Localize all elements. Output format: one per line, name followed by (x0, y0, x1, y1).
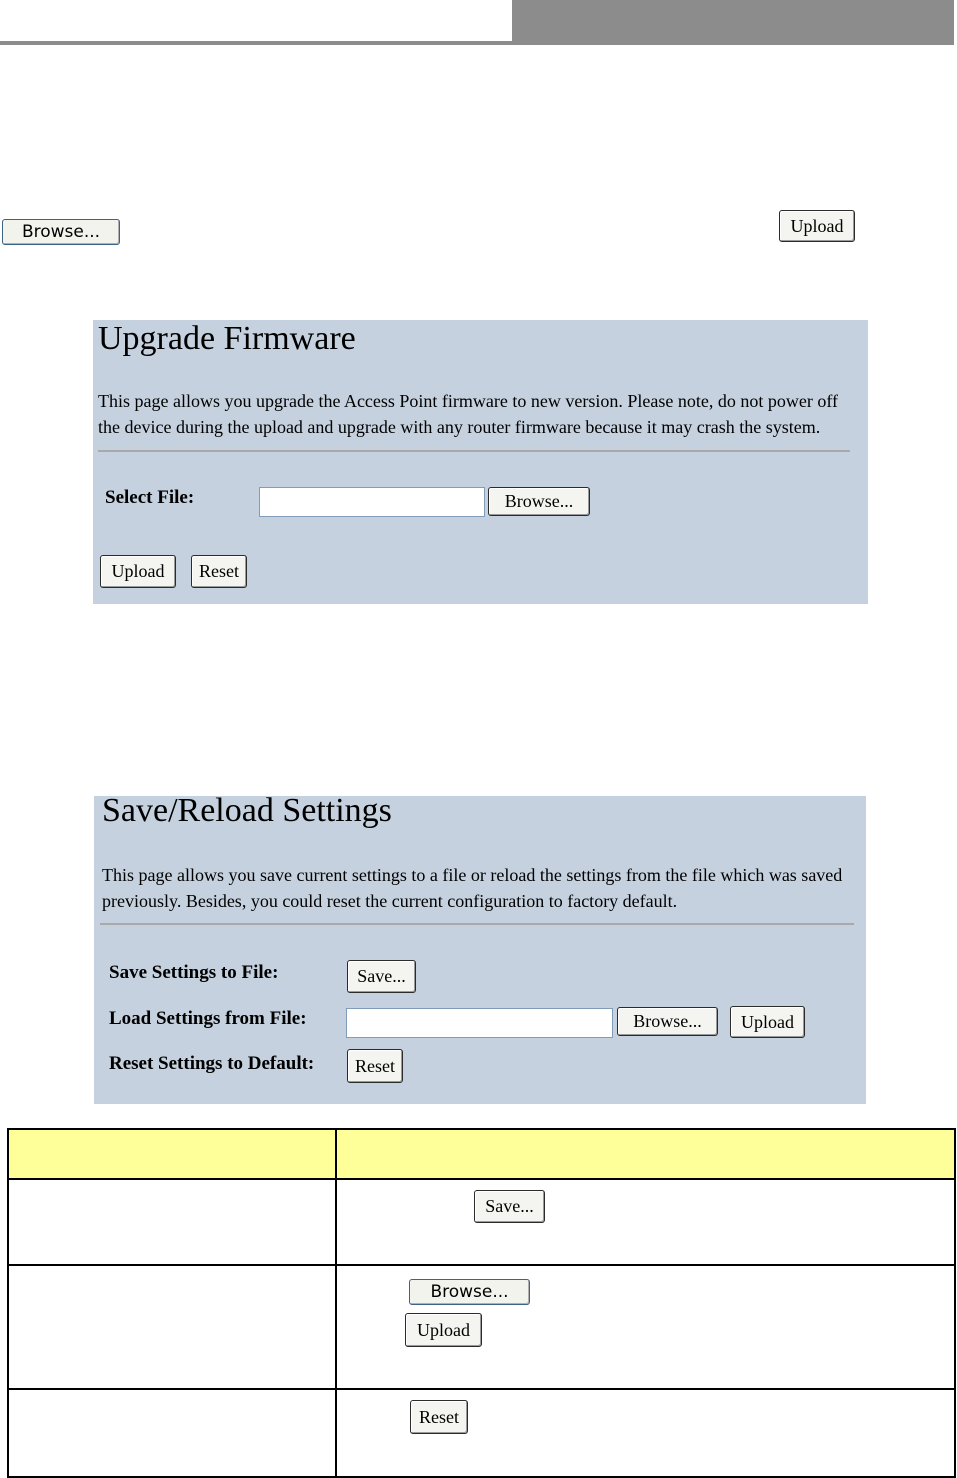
table-row (7, 1178, 337, 1266)
table-upload-button[interactable]: Upload (405, 1313, 482, 1347)
save-reload-description: This page allows you save current settings to a file or reload the settings from the file which was saved previously. Besides, you could reset the current configuration to factory default. (102, 865, 843, 911)
firmware-upload-button[interactable]: Upload (100, 555, 176, 588)
settings-file-input[interactable] (346, 1008, 613, 1038)
table-row (335, 1178, 956, 1266)
header-bar (512, 0, 954, 45)
upgrade-firmware-description: This page allows you upgrade the Access Point firmware to new version. Please note, do not power off the device during the upload and upgrade with any router firmware because it may crash the system. (98, 391, 838, 437)
firmware-file-input[interactable] (259, 487, 485, 517)
firmware-browse-button[interactable]: Browse... (488, 487, 590, 516)
table-row (335, 1388, 956, 1478)
firmware-reset-button[interactable]: Reset (191, 555, 247, 588)
header-rule (0, 41, 512, 45)
select-file-label: Select File: (105, 487, 195, 508)
upload-button[interactable]: Upload (779, 210, 855, 242)
table-row (335, 1264, 956, 1390)
save-reload-panel (94, 792, 866, 1104)
settings-upload-button[interactable]: Upload (730, 1006, 805, 1038)
divider (100, 923, 854, 925)
settings-browse-button[interactable]: Browse... (617, 1007, 718, 1036)
table-reset-button[interactable]: Reset (410, 1400, 468, 1434)
save-settings-button[interactable]: Save... (347, 960, 416, 993)
table-header-cell (7, 1128, 337, 1180)
save-reload-title: Save/Reload Settings (102, 792, 392, 829)
upgrade-firmware-panel (93, 320, 868, 604)
reset-settings-label: Reset Settings to Default: (109, 1053, 315, 1074)
upgrade-firmware-title: Upgrade Firmware (98, 320, 356, 357)
reset-settings-button[interactable]: Reset (347, 1049, 403, 1083)
load-settings-label: Load Settings from File: (109, 1008, 307, 1029)
table-header-cell (335, 1128, 956, 1180)
table-browse-button[interactable]: Browse... (409, 1279, 530, 1305)
save-settings-label: Save Settings to File: (109, 962, 279, 983)
table-save-button[interactable]: Save... (474, 1190, 545, 1223)
table-row (7, 1388, 337, 1478)
divider (98, 450, 850, 452)
browse-button[interactable]: Browse... (2, 219, 120, 245)
table-row (7, 1264, 337, 1390)
